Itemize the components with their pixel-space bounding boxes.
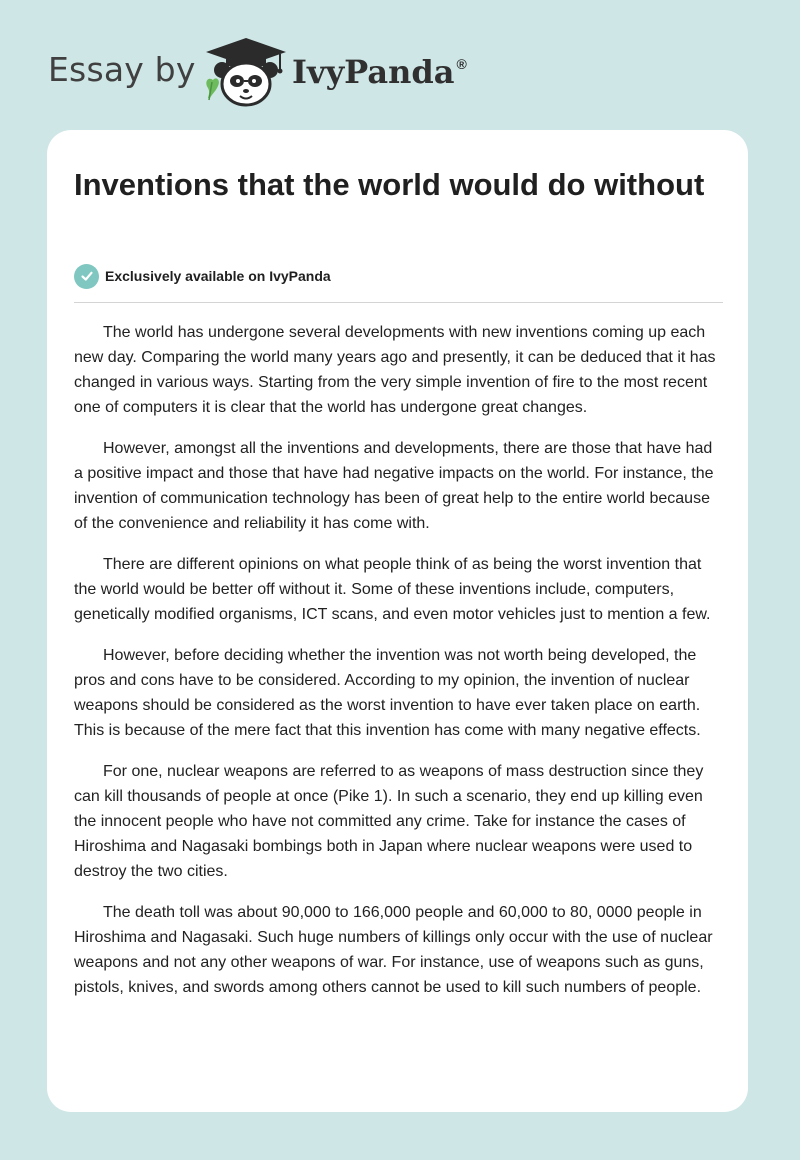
- page-title: Inventions that the world would do without: [74, 167, 705, 202]
- check-circle-icon: [74, 264, 99, 289]
- exclusive-badge-label: Exclusively available on IvyPanda: [105, 268, 331, 284]
- paragraph: However, amongst all the inventions and developments, there are those that have had a positive impact and those that have had negative impacts on the world. For instance, the invention of communication technology has been of great help to the entire world because of the convenience and reliability it has come with.: [74, 440, 714, 532]
- paragraph: For one, nuclear weapons are referred to as weapons of mass destruction since they can kill thousands of people at once (Pike 1). In such a scenario, they end up killing even the innocent people who have not committed any crime. Take for instance the cases of Hiroshima and Nagasaki bombings both in Japan where nuclear weapons were used to destroy the two cities.: [74, 763, 704, 880]
- paragraph: The death toll was about 90,000 to 166,000 people and 60,000 to 80, 0000 people in Hiroshima and Nagasaki. Such huge numbers of killings only occur with the use of nuclear weapons and not any other weapons of war. For instance, use of weapons such as guns, pistols, knives, and swords among others cannot be used to kill such numbers of people.: [74, 904, 713, 996]
- essay-by-label: Essay by: [48, 50, 196, 89]
- registered-mark: ®: [456, 56, 467, 72]
- paragraph: There are different opinions on what people think of as being the worst invention that the world would be better off without it. Some of these inventions include, computers, genetically modified organisms, ICT scans, and even motor vehicles just to mention a few.: [74, 556, 711, 623]
- brand-name[interactable]: [292, 53, 467, 91]
- article-card: [47, 130, 748, 1112]
- site-header: [0, 0, 800, 130]
- paragraph: The world has undergone several developments with new inventions coming up each new day. Comparing the world many years ago and presently, it can be deduced that it has changed in various ways. Starting from the very simple invention of fire to the most recent one of computers it is clear that the world has undergone great changes.: [74, 324, 716, 416]
- divider: [74, 302, 723, 303]
- brand-text: IvyPanda: [292, 53, 455, 91]
- exclusive-badge: [74, 263, 331, 289]
- article-body: [74, 320, 725, 1016]
- panda-graduate-icon[interactable]: [200, 36, 292, 108]
- paragraph: However, before deciding whether the invention was not worth being developed, the pros and cons have to be considered. According to my opinion, the invention of nuclear weapons should be considered as the worst invention to have ever taken place on earth. This is because of the mere fact that this invention has come with many negative effects.: [74, 647, 701, 739]
